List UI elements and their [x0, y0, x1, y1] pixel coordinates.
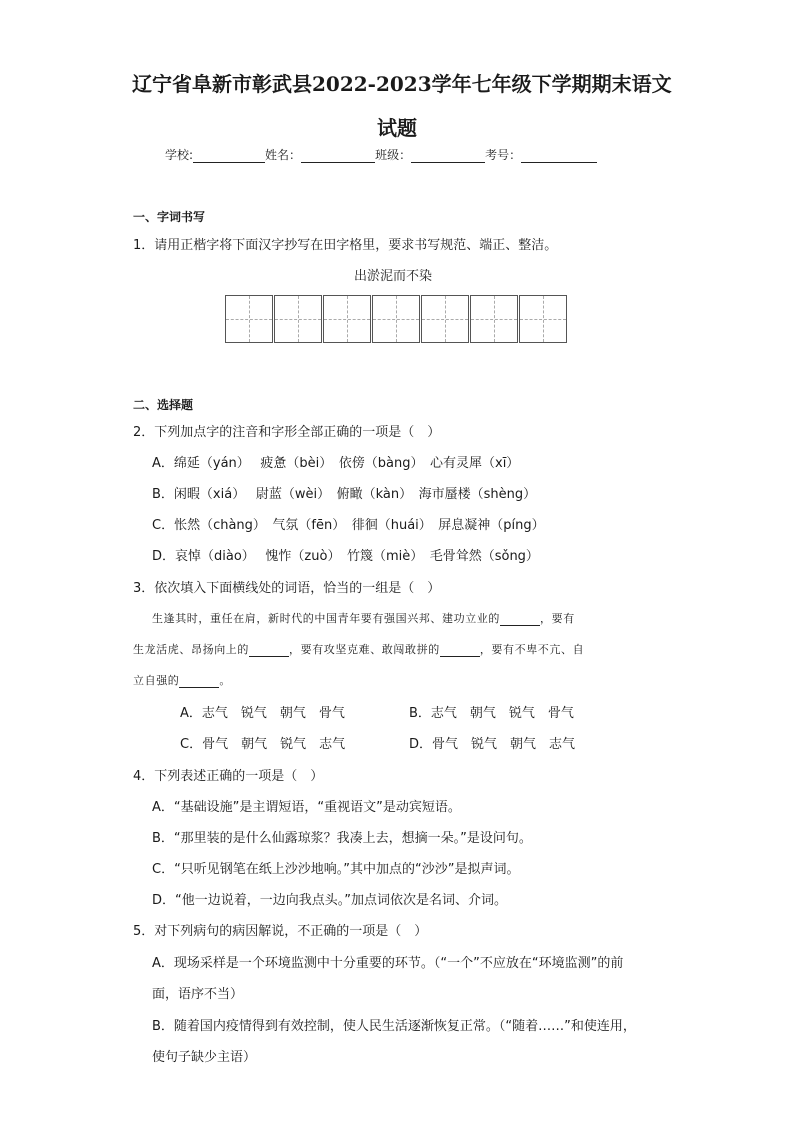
copy-text: 出淤泥而不染: [354, 269, 433, 284]
class-blank[interactable]: [411, 148, 485, 163]
q3-stem: 3．依次填入下面横线处的词语，恰当的一组是（ ）: [133, 581, 441, 596]
q4-option-c[interactable]: C．“只听见钢笔在纸上沙沙地响。”其中加点的“沙沙”是拟声词。: [152, 862, 520, 877]
q3-option-c[interactable]: C．骨气 朝气 锐气 志气: [180, 737, 346, 752]
exam-no-blank[interactable]: [521, 148, 597, 163]
q3-blank-3[interactable]: [440, 642, 480, 657]
school-label: 学校:: [165, 148, 194, 162]
q3-option-a[interactable]: A．志气 锐气 朝气 骨气: [180, 706, 345, 721]
exam-no-label: 考号：: [485, 148, 522, 162]
q1-stem: 1．请用正楷字将下面汉字抄写在田字格里，要求书写规范、端正、整洁。: [133, 238, 558, 253]
q3-option-b[interactable]: B．志气 朝气 锐气 骨气: [409, 706, 574, 721]
q4-stem: 4．下列表述正确的一项是（ ）: [133, 769, 324, 784]
q5-option-a-line1[interactable]: A．现场采样是一个环境监测中十分重要的环节。（“一个”不应放在“环境监测”的前: [152, 956, 624, 971]
grid-cell[interactable]: [225, 295, 273, 343]
grid-cell[interactable]: [372, 295, 420, 343]
tianzige-grid[interactable]: [225, 295, 569, 343]
doc-title-line1: 辽宁省阜新市彰武县2022-2023学年七年级下学期期末语文: [132, 72, 672, 96]
q3-blank-2[interactable]: [249, 642, 289, 657]
student-info-line: [165, 146, 597, 163]
q3-blank-1[interactable]: [500, 611, 540, 626]
q2-option-d[interactable]: D．哀悼（diào） 愧怍（zuò） 竹篾（miè） 毛骨耸然（sǒng）: [152, 549, 539, 564]
q3-blank-4[interactable]: [179, 673, 219, 688]
grid-cell[interactable]: [470, 295, 518, 343]
q3-passage-line3: 立自强的 。: [133, 674, 232, 687]
section2-heading: 二、选择题: [133, 398, 194, 412]
q3-passage-line1: 生逢其时，重任在肩，新时代的中国青年要有强国兴邦、建功立业的 ，要有: [152, 612, 575, 625]
q4-option-d[interactable]: D．“他一边说着，一边向我点头。”加点词依次是名词、介词。: [152, 893, 507, 908]
q4-option-a[interactable]: A．“基础设施”是主谓短语，“重视语文”是动宾短语。: [152, 800, 461, 815]
q2-stem: 2．下列加点字的注音和字形全部正确的一项是（ ）: [133, 425, 441, 440]
q3-passage-line2: 生龙活虎、昂扬向上的 ，要有攻坚克难、敢闯敢拼的 ，要有不卑不亢、自: [133, 643, 585, 656]
q5-option-b-line1[interactable]: B．随着国内疫情得到有效控制，使人民生活逐渐恢复正常。（“随着……”和使连用，: [152, 1019, 636, 1034]
q3-option-d[interactable]: D．骨气 锐气 朝气 志气: [409, 737, 576, 752]
grid-cell[interactable]: [323, 295, 371, 343]
q2-option-a[interactable]: A．绵延（yán） 疲惫（bèi） 依傍（bàng） 心有灵犀（xī）: [152, 456, 520, 471]
q5-stem: 5．对下列病句的病因解说，不正确的一项是（ ）: [133, 924, 428, 939]
q4-option-b[interactable]: B．“那里装的是什么仙露琼浆？我凑上去，想摘一朵。”是设问句。: [152, 831, 532, 846]
q5-option-b-line2: 使句子缺少主语）: [152, 1050, 257, 1065]
q2-option-c[interactable]: C．怅然（chàng） 气氛（fēn） 徘徊（huái） 屏息凝神（píng）: [152, 518, 545, 533]
grid-cell[interactable]: [274, 295, 322, 343]
grid-cell[interactable]: [519, 295, 567, 343]
section1-heading: 一、字词书写: [133, 210, 206, 224]
grid-cell[interactable]: [421, 295, 469, 343]
name-label: 姓名：: [265, 148, 302, 162]
school-blank[interactable]: [193, 148, 265, 163]
q2-option-b[interactable]: B．闲暇（xiá） 尉蓝（wèi） 俯瞰（kàn） 海市蜃楼（shèng）: [152, 487, 537, 502]
name-blank[interactable]: [301, 148, 375, 163]
doc-title-line2: 试题: [377, 116, 417, 140]
class-label: 班级：: [375, 148, 412, 162]
q5-option-a-line2: 面，语序不当）: [152, 987, 244, 1002]
